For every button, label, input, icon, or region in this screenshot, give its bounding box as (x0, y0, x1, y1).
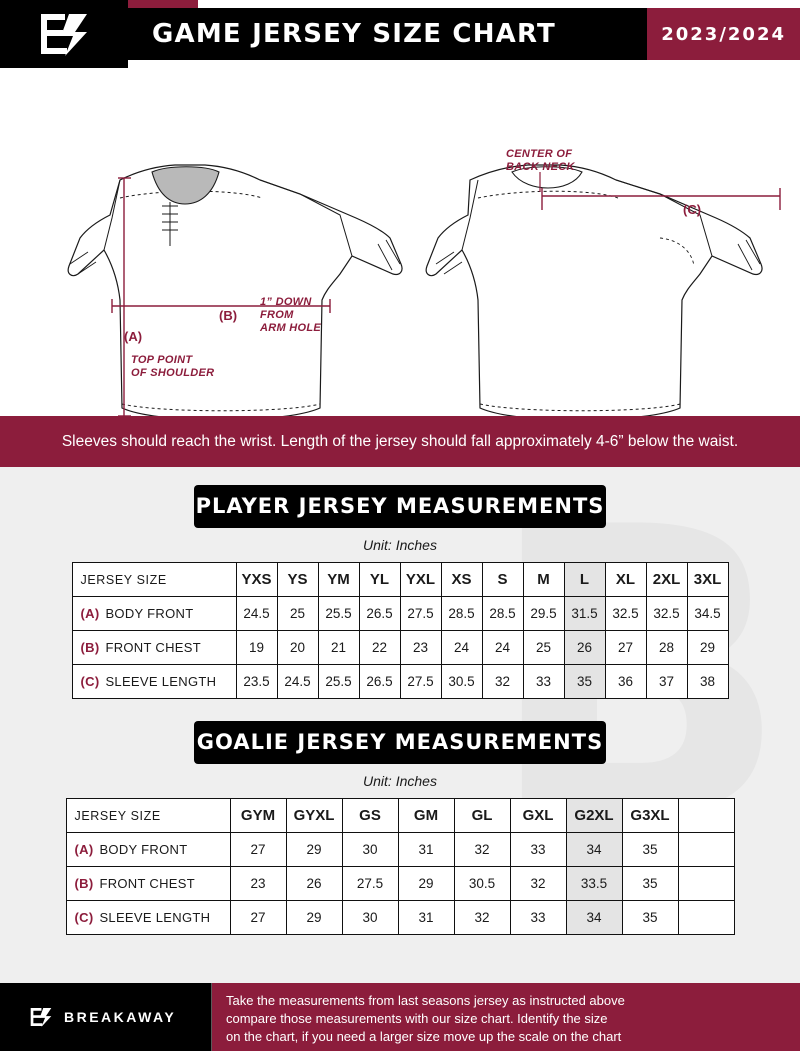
footer-note-line-1: Take the measurements from last seasons jersey as instructed above (226, 993, 625, 1008)
measurement-cell: 35 (622, 867, 678, 901)
measurement-cell: 26 (564, 631, 605, 665)
measurement-cell: 37 (646, 665, 687, 699)
measurement-cell: 33 (510, 833, 566, 867)
measurement-cell: 24.5 (277, 665, 318, 699)
player-unit-label: Unit: Inches (363, 537, 437, 553)
measurement-cell: 26 (286, 867, 342, 901)
page-footer (0, 983, 800, 1051)
size-column-header: L (564, 563, 605, 597)
measurement-cell: 35 (622, 833, 678, 867)
measurement-cell: 35 (564, 665, 605, 699)
spacer-cell (678, 833, 734, 867)
measurement-cell: 31.5 (564, 597, 605, 631)
measurement-cell: 24 (482, 631, 523, 665)
measurement-cell: 32 (482, 665, 523, 699)
measurement-cell: 23 (230, 867, 286, 901)
measurement-cell: 31 (398, 833, 454, 867)
measurement-cell: 28 (646, 631, 687, 665)
measurement-cell: 19 (236, 631, 277, 665)
measurements-content (0, 467, 800, 983)
player-section-heading: PLAYER JERSEY MEASUREMENTS (194, 485, 606, 528)
measurement-row-label: (C) SLEEVE LENGTH (72, 665, 236, 699)
measurement-cell: 34 (566, 901, 622, 935)
measurement-cell: 35 (622, 901, 678, 935)
jersey-diagram-svg (0, 68, 800, 416)
table-row (72, 631, 728, 665)
measurement-cell: 29 (286, 901, 342, 935)
season-badge: 2023/2024 (647, 8, 800, 60)
table-header-row (66, 799, 734, 833)
measurement-cell: 32 (454, 833, 510, 867)
size-column-header: YS (277, 563, 318, 597)
goalie-section-heading: GOALIE JERSEY MEASUREMENTS (194, 721, 606, 764)
page-header (0, 0, 800, 68)
measurement-cell: 26.5 (359, 597, 400, 631)
measurement-cell: 27 (605, 631, 646, 665)
measurement-cell: 32 (510, 867, 566, 901)
measurement-cell: 25 (277, 597, 318, 631)
measurement-cell: 28.5 (482, 597, 523, 631)
measurement-cell: 23 (400, 631, 441, 665)
measurement-row-label: (C) SLEEVE LENGTH (66, 901, 230, 935)
measurement-cell: 34 (566, 833, 622, 867)
size-column-header: S (482, 563, 523, 597)
size-column-header: YM (318, 563, 359, 597)
table-row (72, 597, 728, 631)
measurement-cell: 30.5 (454, 867, 510, 901)
jersey-diagram (0, 68, 800, 416)
measurement-cell: 26.5 (359, 665, 400, 699)
measurement-row-label: (A) BODY FRONT (66, 833, 230, 867)
size-column-header: GYM (230, 799, 286, 833)
measurement-cell: 32 (454, 901, 510, 935)
header-jersey-size: JERSEY SIZE (66, 799, 230, 833)
size-column-header: G2XL (566, 799, 622, 833)
measurement-cell: 30 (342, 901, 398, 935)
brand-logo (0, 0, 128, 68)
label-center-back-neck: CENTER OF BACK NECK (506, 148, 575, 173)
title-bar (128, 8, 800, 60)
header-jersey-size: JERSEY SIZE (72, 563, 236, 597)
size-column-header: 3XL (687, 563, 728, 597)
measurement-cell: 34.5 (687, 597, 728, 631)
measurement-row-label: (A) BODY FRONT (72, 597, 236, 631)
breakaway-b-logo-icon (35, 10, 93, 58)
measurement-cell: 30 (342, 833, 398, 867)
size-column-header: YXS (236, 563, 277, 597)
measurement-cell: 25.5 (318, 597, 359, 631)
measurement-cell: 27 (230, 833, 286, 867)
footer-brand-label: BREAKAWAY (64, 1009, 177, 1025)
measurement-cell: 22 (359, 631, 400, 665)
breakaway-b-logo-icon (28, 1004, 54, 1030)
measurement-cell: 30.5 (441, 665, 482, 699)
jersey-back-illustration (426, 165, 762, 416)
goalie-measurements-table (66, 798, 735, 935)
label-top-point-shoulder: TOP POINT OF SHOULDER (131, 354, 215, 379)
measurement-cell: 25.5 (318, 665, 359, 699)
table-header-row (72, 563, 728, 597)
spacer-cell (678, 799, 734, 833)
label-arm-hole: 1” DOWN FROM ARM HOLE (260, 296, 322, 334)
size-column-header: G3XL (622, 799, 678, 833)
table-row (66, 833, 734, 867)
measurement-cell: 28.5 (441, 597, 482, 631)
measurement-cell: 27.5 (342, 867, 398, 901)
table-row (72, 665, 728, 699)
footer-instructions (212, 983, 800, 1051)
measurement-cell: 32.5 (646, 597, 687, 631)
size-column-header: XS (441, 563, 482, 597)
size-column-header: XL (605, 563, 646, 597)
measurement-cell: 23.5 (236, 665, 277, 699)
jersey-front-illustration (68, 165, 402, 416)
measurement-cell: 38 (687, 665, 728, 699)
marker-a: (A) (124, 329, 143, 344)
size-column-header: 2XL (646, 563, 687, 597)
measurement-cell: 33 (510, 901, 566, 935)
measurement-cell: 36 (605, 665, 646, 699)
spacer-cell (678, 901, 734, 935)
marker-c: (C) (683, 202, 702, 217)
measurement-row-label: (B) FRONT CHEST (72, 631, 236, 665)
size-column-header: GXL (510, 799, 566, 833)
page-title: GAME JERSEY SIZE CHART (152, 19, 556, 49)
measurement-cell: 27 (230, 901, 286, 935)
fit-note-band: Sleeves should reach the wrist. Length of the jersey should fall approximately 4-6” below the waist. (0, 416, 800, 467)
footer-note-line-2: compare those measurements with our size chart. Identify the size (226, 1011, 608, 1026)
size-column-header: YL (359, 563, 400, 597)
spacer-cell (678, 867, 734, 901)
player-measurements-table (72, 562, 729, 699)
measurement-cell: 29 (687, 631, 728, 665)
size-column-header: YXL (400, 563, 441, 597)
marker-b: (B) (219, 308, 238, 323)
size-column-header: GYXL (286, 799, 342, 833)
footer-note-line-3: on the chart, if you need a larger size move up the scale on the chart (226, 1029, 622, 1044)
measurement-cell: 29 (286, 833, 342, 867)
size-column-header: GM (398, 799, 454, 833)
measurement-row-label: (B) FRONT CHEST (66, 867, 230, 901)
measurement-cell: 29.5 (523, 597, 564, 631)
measurement-cell: 20 (277, 631, 318, 665)
measurement-cell: 21 (318, 631, 359, 665)
size-column-header: GL (454, 799, 510, 833)
measurement-cell: 33.5 (566, 867, 622, 901)
measurement-cell: 32.5 (605, 597, 646, 631)
measurement-cell: 29 (398, 867, 454, 901)
size-column-header: M (523, 563, 564, 597)
measurement-cell: 25 (523, 631, 564, 665)
measurement-cell: 24 (441, 631, 482, 665)
measurement-cell: 24.5 (236, 597, 277, 631)
measurement-cell: 27.5 (400, 597, 441, 631)
measurement-cell: 33 (523, 665, 564, 699)
measurement-cell: 27.5 (400, 665, 441, 699)
size-column-header: GS (342, 799, 398, 833)
goalie-unit-label: Unit: Inches (363, 773, 437, 789)
table-row (66, 867, 734, 901)
footer-brand (0, 983, 212, 1051)
measurement-cell: 31 (398, 901, 454, 935)
table-row (66, 901, 734, 935)
